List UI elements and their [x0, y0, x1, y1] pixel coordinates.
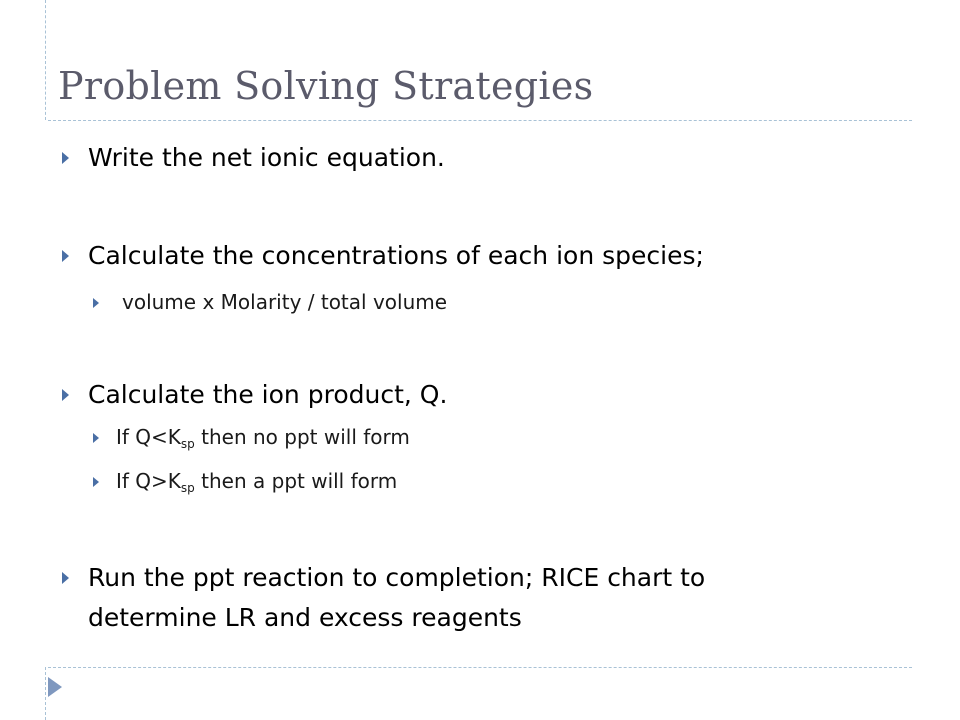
bullet-arrow-icon [62, 152, 69, 164]
bullet-calc-concentrations: Calculate the concentrations of each ion species; [88, 241, 704, 270]
bullet-calc-ion-product: Calculate the ion product, Q. [88, 380, 448, 409]
corner-triangle-icon [48, 677, 62, 697]
bullet-run-reaction-line2: determine LR and excess reagents [88, 603, 522, 632]
sub-bullet-q-greater-than-ksp: If $Q>K_{sp}$ then a ppt will form [116, 469, 398, 495]
footer-divider [48, 667, 912, 668]
left-edge-line-bottom [45, 667, 46, 720]
bullet-run-reaction-line1: Run the ppt reaction to completion; RICE chart to [88, 563, 706, 592]
bullet-arrow-icon [62, 572, 69, 584]
sub-bullet-volume-formula: volume x Molarity / total volume [122, 290, 448, 314]
left-edge-line-top [45, 0, 46, 120]
bullet-write-equation: Write the net ionic equation. [88, 143, 445, 172]
sub-bullet-arrow-icon [93, 298, 99, 308]
bullet-arrow-icon [62, 389, 69, 401]
sub-bullet-arrow-icon [93, 433, 99, 443]
bullet-arrow-icon [62, 250, 69, 262]
sub-bullet-q-less-than-ksp: If $Q<K_{sp}$ then no ppt will form [116, 425, 410, 451]
title-divider [48, 120, 912, 121]
sub-bullet-arrow-icon [93, 477, 99, 487]
slide-title: Problem Solving Strategies [58, 64, 594, 108]
